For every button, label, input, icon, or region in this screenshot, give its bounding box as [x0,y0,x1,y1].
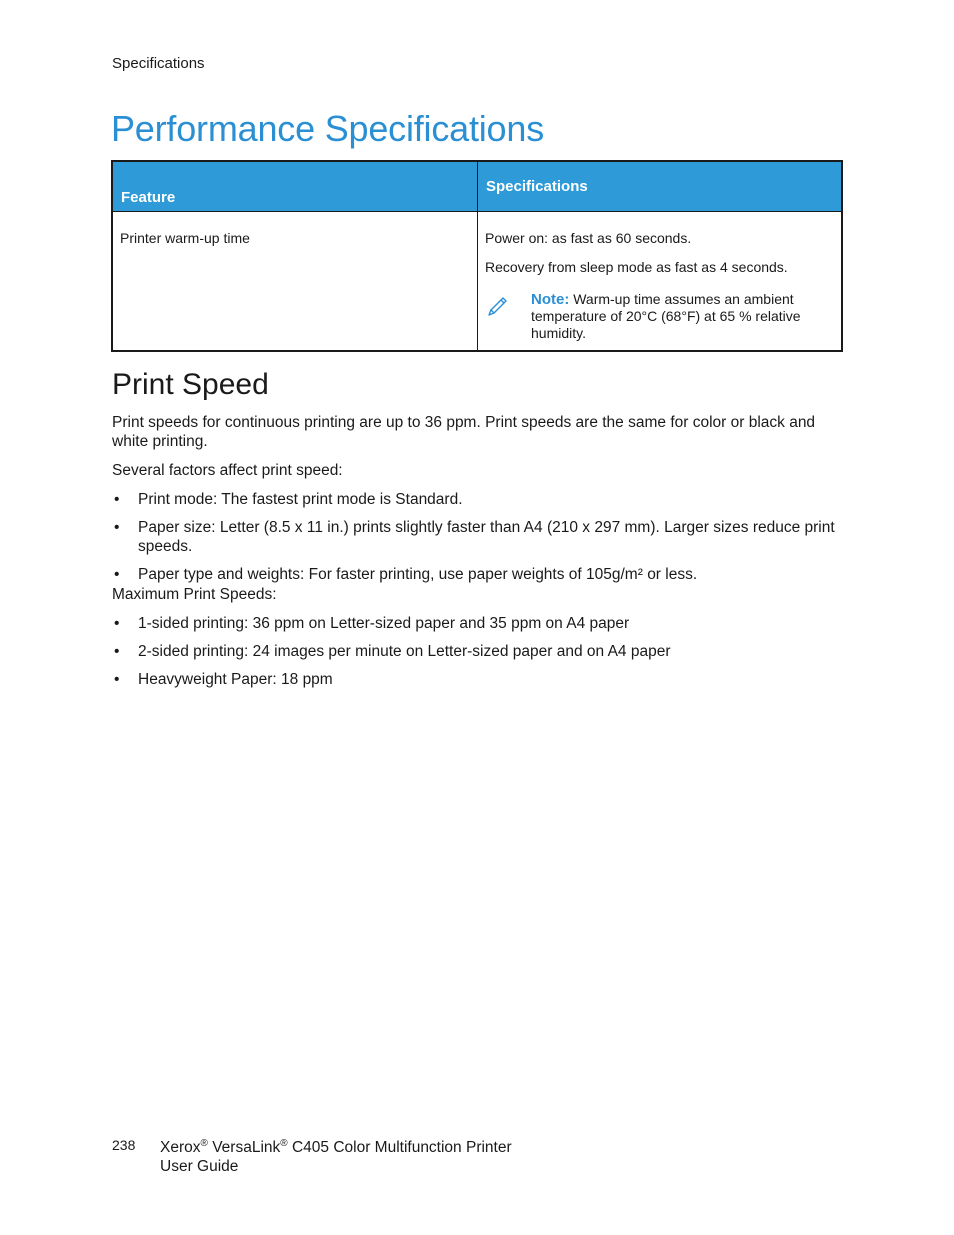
footer-brand: Xerox [160,1139,201,1156]
max-speeds-list [112,614,837,689]
factors-list [112,490,837,584]
table-header-row [112,161,842,212]
footer-model: C405 Color Multifunction Printer [291,1139,512,1156]
page-number: 238 [112,1137,136,1153]
page-title: Performance Specifications [111,108,545,149]
list-item-text: Paper size: Letter (8.5 x 11 in.) prints slightly faster than A4 (210 x 297 mm). Larger sizes reduce print speeds. [138,519,835,555]
factors-intro: Several factors affect print speed: [112,462,343,479]
list-item: • Heavyweight Paper: 18 ppm [114,671,333,688]
pencil-icon [485,292,511,318]
column-header-feature: Feature [112,161,478,212]
feature-cell: Printer warm-up time [112,212,478,352]
spec-power-on: Power on: as fast as 60 seconds. [485,230,692,246]
section-title-print-speed: Print Speed [112,368,269,401]
list-item-text: 1-sided printing: 36 ppm on Letter-sized paper and 35 ppm on A4 paper [138,615,630,632]
print-speed-intro: Print speeds for continuous printing are up to 36 ppm. Print speeds are the same for color or black and white printing. [112,414,816,450]
note-text: Warm-up time assumes an ambient temperature of 20°C (68°F) at 65 % relative humidity. [531,291,801,341]
list-item: • Print mode: The fastest print mode is Standard. [114,491,463,508]
registered-mark: ® [200,1137,208,1149]
print-speed-content [112,413,837,698]
specification-cell [478,212,843,352]
footer-title [160,1138,512,1176]
list-item: • 2-sided printing: 24 images per minute on Letter-sized paper and on A4 paper [114,643,671,660]
spec-recovery: Recovery from sleep mode as fast as 4 seconds. [485,259,788,275]
list-item: • 1-sided printing: 36 ppm on Letter-sized paper and 35 ppm on A4 paper [114,615,630,632]
list-item: • Paper type and weights: For faster printing, use paper weights of 105g/m² or less. [114,566,698,583]
note-label: Note: [531,291,570,308]
list-item-text: Heavyweight Paper: 18 ppm [138,671,333,688]
list-item: • Paper size: Letter (8.5 x 11 in.) prints slightly faster than A4 (210 x 297 mm). Larger sizes reduce print speeds. [114,519,835,555]
registered-mark: ® [280,1137,288,1149]
performance-spec-table [111,160,843,352]
running-header: Specifications [112,55,205,72]
list-item-text: 2-sided printing: 24 images per minute on Letter-sized paper and on A4 paper [138,643,671,660]
footer-product: VersaLink [212,1139,281,1156]
table-row [112,212,842,352]
max-speeds-intro: Maximum Print Speeds: [112,586,277,603]
list-item-text: Paper type and weights: For faster printing, use paper weights of 105g/m² or less. [138,566,698,583]
footer-product-line [160,1138,512,1157]
list-item-text: Print mode: The fastest print mode is Standard. [138,491,463,508]
column-header-specifications: Specifications [478,161,843,212]
footer-doc-name: User Guide [160,1158,239,1175]
note-block [485,291,834,342]
